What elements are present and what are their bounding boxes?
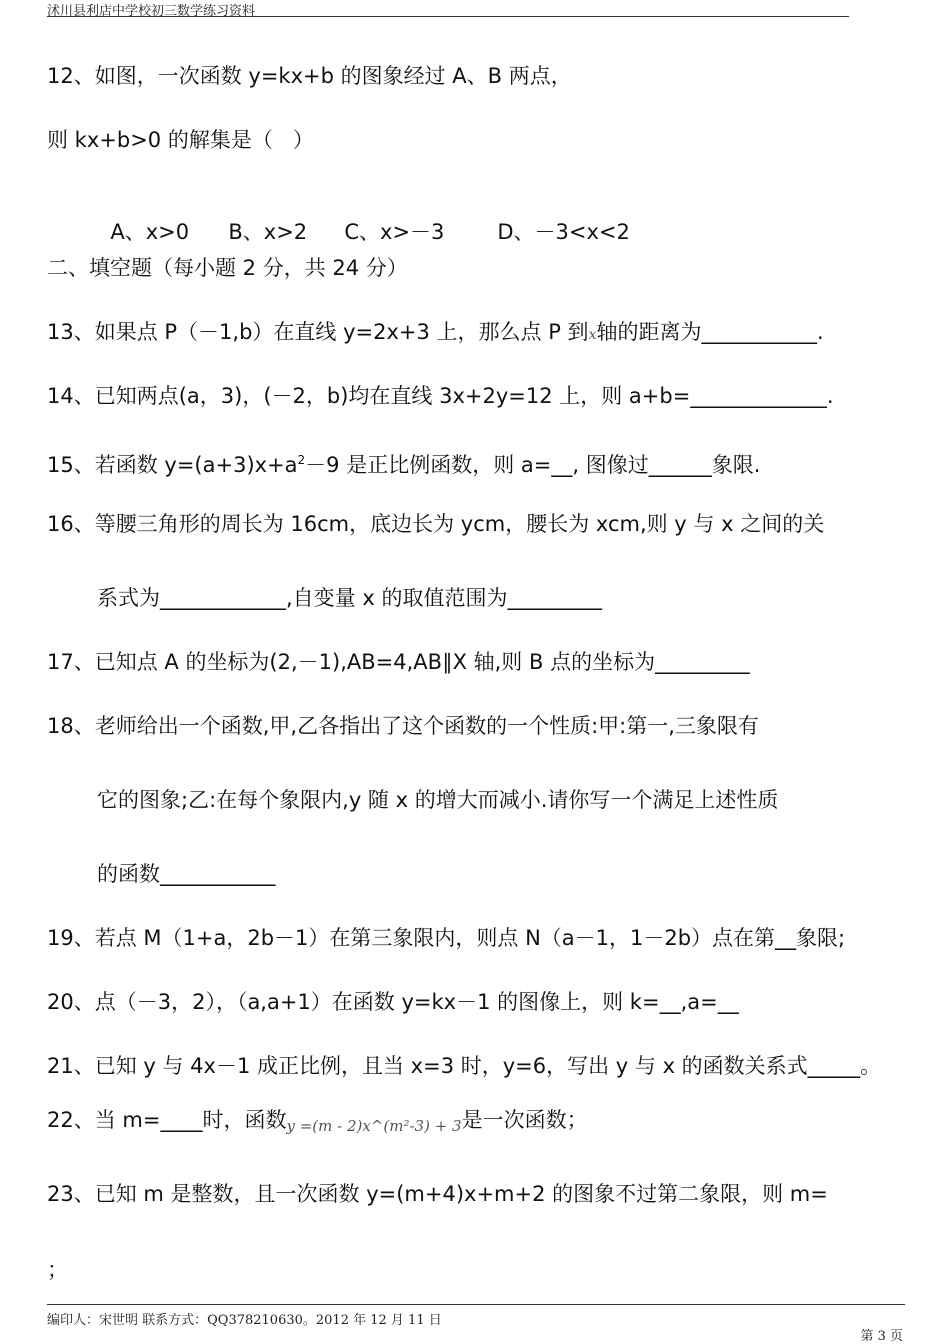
q14: 14、已知两点(a，3)，(－2，b)均在直线 3x+2y=12 上，则 a+b=_____________. [47, 384, 834, 408]
q12-options [97, 190, 630, 246]
q15-post: －9 是正比例函数，则 a=__, 图像过______象限. [305, 453, 761, 477]
q17: 17、已知点 A 的坐标为(2,－1),AB=4,AB∥X 轴,则 B 点的坐标为_________ [47, 650, 750, 674]
q12-line1: 12、如图，一次函数 y=kx+b 的图象经过 A、B 两点， [47, 64, 572, 88]
section-title: 二、填空题（每小题 2 分，共 24 分） [47, 256, 408, 280]
q13 [47, 318, 824, 349]
q13-pre: 13、如果点 P（－1,b）在直线 y=2x+3 上，那么点 P 到 [47, 320, 589, 344]
q15 [47, 446, 760, 479]
q12-line2: 则 kx+b>0 的解集是（ ） [47, 128, 314, 152]
q12-option-a: A、x>0 [110, 220, 190, 244]
page-number: 第 3 页 [860, 1329, 903, 1344]
q23-line2: ； [47, 1258, 68, 1282]
q22-post: 是一次函数； [461, 1108, 588, 1132]
q16-line1: 16、等腰三角形的周长为 16cm，底边长为 ycm，腰长为 xcm,则 y 与 x 之间的关 [47, 512, 825, 536]
q12-option-c: C、x>－3 [344, 220, 445, 244]
header-rule [47, 16, 849, 17]
q19: 19、若点 M（1+a，2b－1）在第三象限内，则点 N（a－1，1－2b）点在第__象限; [47, 926, 846, 950]
q15-sup: 2 [297, 453, 306, 467]
q22-formula: y =(m - 2)x^(m²-3) + 3 [286, 1117, 462, 1135]
q20: 20、点（－3，2），（a,a+1）在函数 y=kx－1 的图像上，则 k=__,a=__ [47, 990, 739, 1014]
q18-line1: 18、老师给出一个函数,甲,乙各指出了这个函数的一个性质:甲:第一,三象限有 [47, 714, 759, 738]
footer-text: 编印人：宋世明 联系方式：QQ378210630。2012 年 12 月 11 日 [47, 1313, 442, 1328]
q21: 21、已知 y 与 4x－1 成正比例，且当 x=3 时，y=6，写出 y 与 x 的函数关系式_____。 [47, 1054, 882, 1078]
q18-line3: 的函数___________ [97, 862, 276, 886]
q12-option-d: D、－3<x<2 [497, 220, 630, 244]
q15-pre: 15、若函数 y=(a+3)x+a [47, 453, 298, 477]
q13-post: 轴的距离为___________. [596, 320, 824, 344]
q23-line1: 23、已知 m 是整数，且一次函数 y=(m+4)x+m+2 的图象不过第二象限，则 m= [47, 1182, 828, 1206]
q12-option-b: B、x>2 [228, 220, 308, 244]
footer-rule [47, 1304, 905, 1305]
q13-axis-var: x [588, 327, 597, 343]
q22 [47, 1106, 588, 1140]
q18-line2: 它的图象;乙:在每个象限内,y 随 x 的增大而减小.请你写一个满足上述性质 [97, 788, 779, 812]
q16-line2: 系式为____________,自变量 x 的取值范围为_________ [97, 586, 602, 610]
q22-pre: 22、当 m=____时，函数 [47, 1108, 287, 1132]
page-header: 沭川县利店中学校初三数学练习资料 [47, 4, 256, 19]
